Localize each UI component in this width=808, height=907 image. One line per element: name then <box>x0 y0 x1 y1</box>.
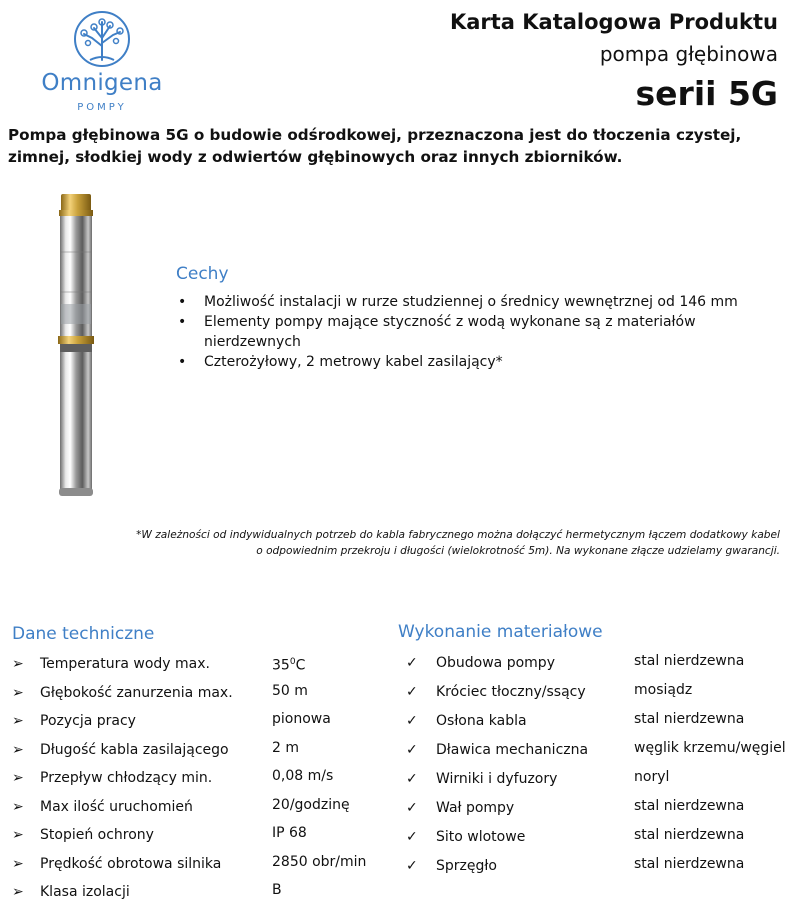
arrow-bullet-icon: ➢ <box>12 770 24 786</box>
check-icon: ✓ <box>406 800 418 816</box>
material-label: Sito wlotowe <box>436 829 526 845</box>
arrow-bullet-icon: ➢ <box>12 827 24 843</box>
feature-item: • Elementy pompy mające styczność z wodą wykonane są z materiałów nierdzewnych <box>176 312 786 352</box>
tree-logo-icon <box>72 10 132 68</box>
check-icon: ✓ <box>406 742 418 758</box>
check-icon: ✓ <box>406 829 418 845</box>
material-label: Sprzęgło <box>436 858 497 874</box>
check-icon: ✓ <box>406 771 418 787</box>
document-subtitle: pompa głębinowa <box>599 42 778 66</box>
cable-footnote <box>20 527 780 559</box>
feature-item: • Czterożyłowy, 2 metrowy kabel zasilający* <box>176 352 786 372</box>
tech-label: Max ilość uruchomień <box>40 798 193 815</box>
material-label: Dławica mechaniczna <box>436 742 589 758</box>
company-logo <box>22 8 182 118</box>
tech-value: pionowa <box>272 711 331 727</box>
tech-value: 50 m <box>272 682 308 699</box>
material-label: Osłona kabla <box>436 713 527 729</box>
product-description: Pompa głębinowa 5G o budowie odśrodkowej, przeznaczona jest do tłoczenia czystej, zimnej, słodkiej wody z odwiertów głębinowych oraz innych zbiorników. <box>8 126 742 166</box>
material-value: mosiądz <box>634 682 693 698</box>
arrow-bullet-icon: ➢ <box>12 684 24 701</box>
tech-label: Temperatura wody max. <box>40 656 210 672</box>
tech-label: Przepływ chłodzący min. <box>40 770 213 786</box>
material-label: Wał pompy <box>436 800 515 816</box>
arrow-bullet-icon: ➢ <box>12 855 24 872</box>
material-value: stal nierdzewna <box>634 711 745 727</box>
material-label: Obudowa pompy <box>436 655 555 671</box>
tech-value: 2850 obr/min <box>272 853 367 870</box>
features-title: Cechy <box>176 264 229 284</box>
arrow-bullet-icon: ➢ <box>12 884 24 900</box>
document-title: Karta Katalogowa Produktu <box>449 10 778 34</box>
product-series: serii 5G <box>635 74 778 113</box>
pump-image <box>48 192 104 498</box>
materials-title: Wykonanie materiałowe <box>398 622 603 642</box>
material-label: Króciec tłoczny/ssący <box>436 684 586 700</box>
tech-label: Pozycja pracy <box>40 713 136 729</box>
tech-value: 20/godzinę <box>272 796 350 813</box>
tech-label: Prędkość obrotowa silnika <box>40 855 222 872</box>
tech-value: B <box>272 882 282 898</box>
tech-value-sup: 0 <box>289 657 296 667</box>
arrow-bullet-icon: ➢ <box>12 656 24 672</box>
logo-name: Omnigena <box>41 70 163 96</box>
material-value: stal nierdzewna <box>634 856 745 872</box>
arrow-bullet-icon: ➢ <box>12 741 24 758</box>
arrow-bullet-icon: ➢ <box>12 713 24 729</box>
tech-value: 0,08 m/s <box>272 768 334 784</box>
footnote-line: o odpowiednim przekroju i długości (wielokrotność 5m). Na wykonane złącze udzielamy gwarancji. <box>256 545 780 557</box>
footnote-line: *W zależności od indywidualnych potrzeb do kabla fabrycznego można dołączyć hermetycznym łączem dodatkowy kabel <box>136 529 780 541</box>
material-value: noryl <box>634 769 670 785</box>
material-value: stal nierdzewna <box>634 798 745 814</box>
tech-value-unit: C <box>295 657 306 674</box>
material-value: stal nierdzewna <box>634 827 745 843</box>
logo-subtitle: POMPY <box>77 102 127 113</box>
tech-value: $35^0C$ <box>272 657 306 674</box>
tech-data-title: Dane techniczne <box>12 624 155 644</box>
material-label: Wirniki i dyfuzory <box>436 771 558 787</box>
features-list <box>176 292 786 372</box>
arrow-bullet-icon: ➢ <box>12 798 24 815</box>
check-icon: ✓ <box>406 684 418 700</box>
material-value: stal nierdzewna <box>634 653 745 669</box>
check-icon: ✓ <box>406 713 418 729</box>
check-icon: ✓ <box>406 655 418 671</box>
tech-label: Klasa izolacji <box>40 884 130 900</box>
tech-label: Głębokość zanurzenia max. <box>40 684 233 701</box>
tech-value: 2 m <box>272 739 299 756</box>
tech-value: IP 68 <box>272 825 307 841</box>
feature-item: • Możliwość instalacji w rurze studziennej o średnicy wewnętrznej od 146 mm <box>176 292 786 312</box>
tech-label: Stopień ochrony <box>40 827 154 843</box>
material-value: węglik krzemu/węgiel <box>634 740 786 756</box>
tech-label: Długość kabla zasilającego <box>40 741 229 758</box>
check-icon: ✓ <box>406 858 418 874</box>
